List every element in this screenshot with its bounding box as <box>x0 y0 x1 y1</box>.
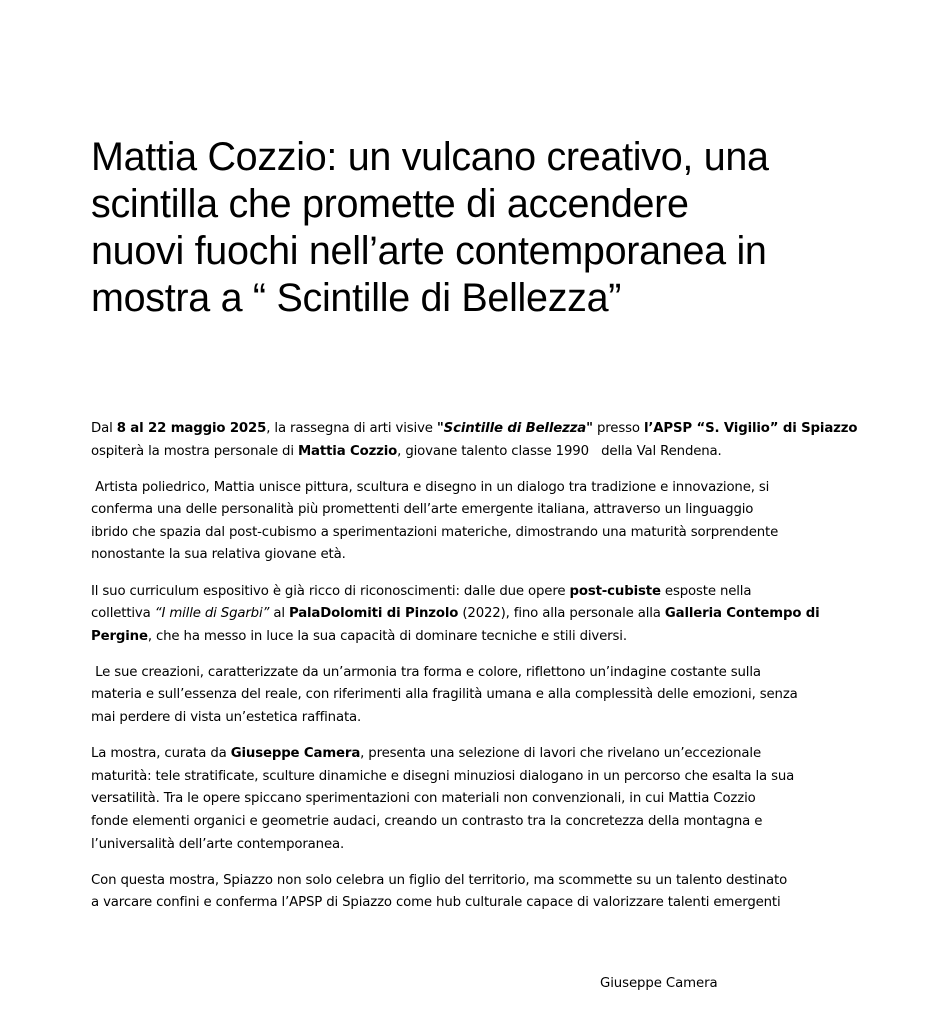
text-run: La mostra, curata da <box>91 746 231 762</box>
paragraph-line <box>91 544 891 567</box>
paragraph-line <box>91 522 891 545</box>
text-run: ospiterà la mostra personale di <box>91 443 298 459</box>
text-run: , giovane talento classe 1990 della Val Rendena. <box>397 443 722 459</box>
paragraph-line <box>91 626 891 649</box>
body-paragraph <box>91 581 891 649</box>
paragraph-line <box>91 499 891 522</box>
paragraph-line <box>91 743 891 766</box>
paragraph-line <box>91 477 891 500</box>
bold-text: l’APSP “S. Vigilio” di Spiazzo <box>643 421 858 436</box>
title-line: nuovi fuochi nell’arte contemporanea in <box>91 229 767 273</box>
text-run: Il suo curriculum espositivo è già ricco di riconoscimenti: dalle due opere <box>91 583 570 599</box>
title-line: Mattia Cozzio: un vulcano creativo, una <box>91 135 769 179</box>
bold-text: 8 al 22 maggio 2025 <box>116 421 267 436</box>
text-run: , la rassegna di arti visive <box>266 421 437 436</box>
text-run: collettiva <box>91 606 155 622</box>
paragraph-line <box>91 441 891 464</box>
text-run: versatilità. Tra le opere spiccano sperimentazioni con materiali non convenzionali, in cui Mattia Cozzio <box>91 791 756 807</box>
paragraph-line <box>91 418 891 441</box>
body-paragraph <box>91 662 891 730</box>
paragraph-line <box>91 811 891 834</box>
text-run: nonostante la sua relativa giovane età. <box>91 547 346 563</box>
paragraph-line <box>91 662 891 685</box>
bold-text: Giuseppe Camera <box>230 746 361 762</box>
text-run: (2022), fino alla personale alla <box>458 606 665 622</box>
author-signature: Giuseppe Camera <box>600 976 718 991</box>
text-run: , che ha messo in luce la sua capacità di dominare tecniche e stili diversi. <box>147 628 627 644</box>
text-run: maturità: tele stratificate, sculture dinamiche e disegni minuziosi dialogano in un percorso che esalta la sua <box>91 768 795 784</box>
title-line: mostra a “ Scintille di Bellezza” <box>91 276 622 320</box>
body-paragraph <box>91 477 891 567</box>
text-run: , presenta una selezione di lavori che rivelano un’eccezionale <box>360 746 761 762</box>
paragraph-line <box>91 581 891 604</box>
text-run: fonde elementi organici e geometrie audaci, creando un contrasto tra la concretezza della montagna e <box>91 813 763 829</box>
text-run: a varcare confini e conferma l’APSP di Spiazzo come hub culturale capace di valorizzare talenti emergenti <box>91 895 781 911</box>
paragraph-line <box>91 707 891 730</box>
paragraph-line <box>91 766 891 789</box>
title-line: scintilla che promette di accendere <box>91 182 689 226</box>
text-run: mai perdere di vista un’estetica raffinata. <box>91 710 362 726</box>
text-run: esposte nella <box>660 583 752 599</box>
text-run: ibrido che spazia dal post-cubismo a sperimentazioni materiche, dimostrando una maturità sorprendente <box>91 524 779 540</box>
paragraph-line <box>91 870 891 893</box>
text-run: Con questa mostra, Spiazzo non solo celebra un figlio del territorio, ma scommette su un talento destinato <box>91 872 788 888</box>
bold-text: Mattia Cozzio <box>297 443 398 459</box>
text-run: conferma una delle personalità più promettenti dell’arte emergente italiana, attraverso un linguaggio <box>91 502 754 518</box>
bold-text: post-cubiste <box>569 583 661 599</box>
bold-text: PalaDolomiti di Pinzolo <box>288 606 459 622</box>
body-paragraph <box>91 743 891 856</box>
bold-text: Pergine <box>91 628 148 644</box>
paragraph-line <box>91 834 891 857</box>
paragraph-line <box>91 603 891 626</box>
italic-text: “I mille di Sgarbi” <box>154 606 270 622</box>
paragraph-line <box>91 684 891 707</box>
text-run: presso <box>592 421 644 436</box>
paragraph-line <box>91 892 891 915</box>
article-body <box>91 418 891 928</box>
bold-text: Galleria Contempo di <box>664 606 820 622</box>
text-run: materia e sull’essenza del reale, con riferimenti alla fragilità umana e alla complessità delle emozioni, senza <box>91 687 798 703</box>
body-paragraph <box>91 418 891 463</box>
text-run: Dal <box>91 421 117 436</box>
text-run: Artista poliedrico, Mattia unisce pittura, scultura e disegno in un dialogo tra tradizione e innovazione, si <box>91 479 770 495</box>
bold-italic-text: "Scintille di Bellezza" <box>436 421 593 436</box>
article-title <box>91 134 881 322</box>
text-run: al <box>269 606 289 622</box>
paragraph-line <box>91 788 891 811</box>
text-run: Le sue creazioni, caratterizzate da un’armonia tra forma e colore, riflettono un’indagine costante sulla <box>91 664 761 680</box>
text-run: l’universalità dell’arte contemporanea. <box>91 836 345 852</box>
body-paragraph <box>91 870 891 915</box>
